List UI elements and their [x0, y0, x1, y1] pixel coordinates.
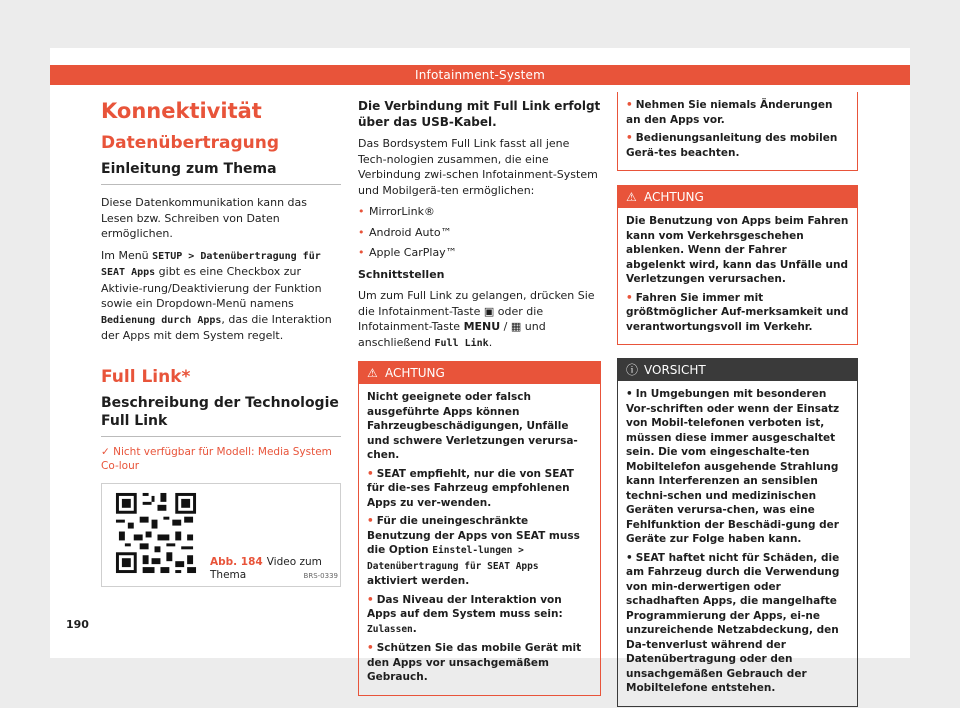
paragraph-menu	[101, 248, 341, 344]
list-item-text: Apple CarPlay™	[369, 246, 457, 259]
menu-path: SETUP > Datenübertragung für SEAT Apps	[101, 250, 321, 278]
warning-item	[367, 593, 592, 638]
caution-header	[618, 359, 857, 381]
page-number: 190	[66, 618, 89, 631]
column-middle	[358, 98, 601, 696]
bullet-icon: •	[626, 291, 633, 304]
warning-item	[367, 467, 592, 511]
caution-item	[626, 551, 849, 696]
list-item	[358, 225, 601, 241]
warning-box	[358, 361, 601, 696]
bullet-icon: •	[358, 246, 365, 259]
paragraph: Das Bordsystem Full Link fasst all jene Tech-nologien zusammen, die eine Verbindung zwi-schen Infotainment-System und Mobilgerä-ten ermöglichen:	[358, 137, 598, 197]
caution-body	[618, 381, 857, 706]
availability-note	[101, 445, 341, 473]
option-path: Einstel-lungen > Datenübertragung für SEAT Apps	[367, 545, 539, 572]
connection-heading: Die Verbindung mit Full Link erfolgt über das USB-Kabel.	[358, 99, 601, 129]
figure-caption-text: Video zum Thema	[210, 555, 322, 581]
figure-caption	[210, 556, 330, 582]
warning-title: ACHTUNG	[644, 190, 704, 204]
figure-code: BRS-0339	[303, 572, 338, 580]
text: und anschließend	[358, 320, 546, 349]
subsection-title: Einleitung zum Thema	[101, 160, 341, 185]
warning-item-text: Schützen Sie das mobile Gerät mit den Apps vor unsachgemäßem Gebrauch.	[367, 642, 582, 683]
text: gibt es eine Checkbox zur Aktivie-rung/Deaktivierung der Funktion sowie ein Dropdown-Menü namens	[101, 265, 322, 310]
bullet-icon: •	[358, 225, 365, 239]
warning-item	[626, 291, 849, 335]
warning-header	[618, 186, 857, 208]
bullet-icon: •	[626, 551, 633, 564]
figure-box	[101, 483, 341, 587]
bullet-icon: •	[367, 593, 374, 606]
list-item	[358, 204, 601, 220]
phone-button-icon: ▣	[483, 304, 495, 318]
caution-item-text: In Umgebungen mit besonderen Vor-schriften oder wenn der Einsatz von Mobil-telefonen verboten ist, müssen diese immer ausgeschaltet sein. Die vom eingeschalte-ten Mobiltelefon ausgehende Strahlung kann Interferenzen an sensiblen techni-schen und medizinischen Geräten verursa-chen, was eine Fehlfunktion der Beschädi-gung der Geräte zur Folge haben kann.	[626, 388, 840, 545]
warning-title: ACHTUNG	[385, 366, 445, 380]
warning-item-text: Bedienungsanleitung des mobilen Gerä-tes beachten.	[626, 132, 838, 159]
warning-body	[618, 208, 857, 344]
bullet-icon: •	[626, 132, 633, 144]
menu-name: Bedienung durch Apps	[101, 314, 222, 326]
chapter-title: Konnektivität	[101, 99, 262, 123]
text: oder die Infotainment-Taste	[358, 304, 544, 333]
note-text: Nicht verfügbar für Modell: Media System Co-lour	[101, 445, 332, 472]
paragraph-interfaces: Um zum Full Link zu gelangen, drücken Sie die Infotainment-Taste ▣ oder die Infotainment-Taste MENU / ▦ und anschließend Full Link.	[358, 289, 595, 349]
figure-label[interactable]: Abb. 184	[210, 555, 263, 568]
warning-intro: Nicht geeignete oder falsch ausgeführte Apps können Fahrzeugbeschädigungen, Unfälle und schwere Verletzungen verursa-chen.	[367, 391, 578, 461]
warning-item	[367, 514, 592, 589]
apps-button-icon: ▦	[510, 320, 522, 333]
text: Im Menü	[101, 248, 153, 262]
section-title: Datenübertragung	[101, 133, 280, 153]
check-icon: ✓	[101, 445, 114, 458]
caution-box	[617, 358, 858, 707]
bullet-icon: •	[626, 99, 633, 111]
warning-box	[617, 185, 858, 345]
caution-item-text: SEAT haftet nicht für Schäden, die am Fahrzeug durch die Verwendung von min-derwertigen oder schadhaften Apps, die mangelhafte Programmierung der Apps, ei-ne unzureichende Netzabdeckung, den Da-tenverlust während der Datenübertragung oder den unsachgemäßen Gebrauch der Mobiltelefone entstehen.	[626, 551, 840, 694]
text: Um zum Full Link zu gelangen, drücken Sie die Infotainment-Taste	[358, 289, 595, 318]
warning-item-text: Nehmen Sie niemals Änderungen an den Apps vor.	[626, 99, 833, 126]
warning-continuation-box	[617, 92, 858, 171]
column-left	[101, 98, 341, 587]
menu-button-label: MENU	[463, 320, 501, 333]
warning-item-text: Für die uneingeschränkte Benutzung der Apps von SEAT muss die Option	[367, 515, 580, 556]
text: .	[488, 335, 493, 349]
text: , das die Interaktion der Apps mit dem System regelt.	[101, 312, 332, 342]
warning-item-text: Das Niveau der Interaktion von Apps auf dem System muss sein:	[367, 593, 563, 620]
section-title-fulllink: Full Link*	[101, 366, 191, 387]
warning-triangle-icon: ⚠	[367, 366, 378, 380]
technology-list	[358, 204, 601, 261]
column-right	[617, 100, 858, 707]
warning-continuation-body	[618, 92, 857, 170]
warning-item-text: SEAT empfiehlt, nur die von SEAT für die-ses Fahrzeug empfohlenen Apps zu ver-wenden.	[367, 467, 574, 509]
bullet-icon: •	[626, 388, 633, 400]
warning-item	[626, 98, 849, 127]
bullet-icon: •	[358, 205, 365, 218]
warning-intro: Die Benutzung von Apps beim Fahren kann vom Verkehrsgeschehen ablenken. Wenn der Fahrer abgelenkt wird, kann das Unfälle und Verletzungen verursachen.	[626, 215, 849, 285]
info-circle-icon: ⓘ	[626, 363, 639, 377]
caution-title: VORSICHT	[644, 363, 706, 377]
bullet-icon: •	[367, 642, 374, 654]
warning-triangle-icon: ⚠	[626, 190, 637, 204]
list-item	[358, 245, 601, 261]
subsection-title-fulllink: Beschreibung der Technologie Full Link	[101, 394, 341, 437]
interfaces-heading: Schnittstellen	[358, 267, 445, 281]
list-item-text: Android Auto™	[369, 225, 452, 239]
option-value: Zulassen	[367, 623, 413, 635]
bullet-icon: •	[367, 515, 374, 527]
list-item-text: MirrorLink®	[369, 205, 435, 218]
section-header: Infotainment-System	[50, 65, 910, 85]
paragraph: Diese Datenkommunikation kann das Lesen bzw. Schreiben von Daten ermöglichen.	[101, 196, 307, 240]
full-link-label: Full Link	[434, 337, 489, 349]
warning-body	[359, 384, 600, 695]
warning-item	[626, 131, 849, 160]
bullet-icon: •	[367, 467, 374, 480]
warning-item-text: aktiviert werden.	[367, 575, 470, 587]
warning-item-text: Fahren Sie immer mit größtmöglicher Auf-merksamkeit und verantwortungsvoll im Verkehr.	[626, 291, 849, 333]
caution-item	[626, 387, 849, 547]
warning-item	[367, 641, 592, 685]
warning-item-text: .	[412, 622, 417, 635]
warning-header	[359, 362, 600, 384]
qr-code-icon	[110, 490, 202, 576]
